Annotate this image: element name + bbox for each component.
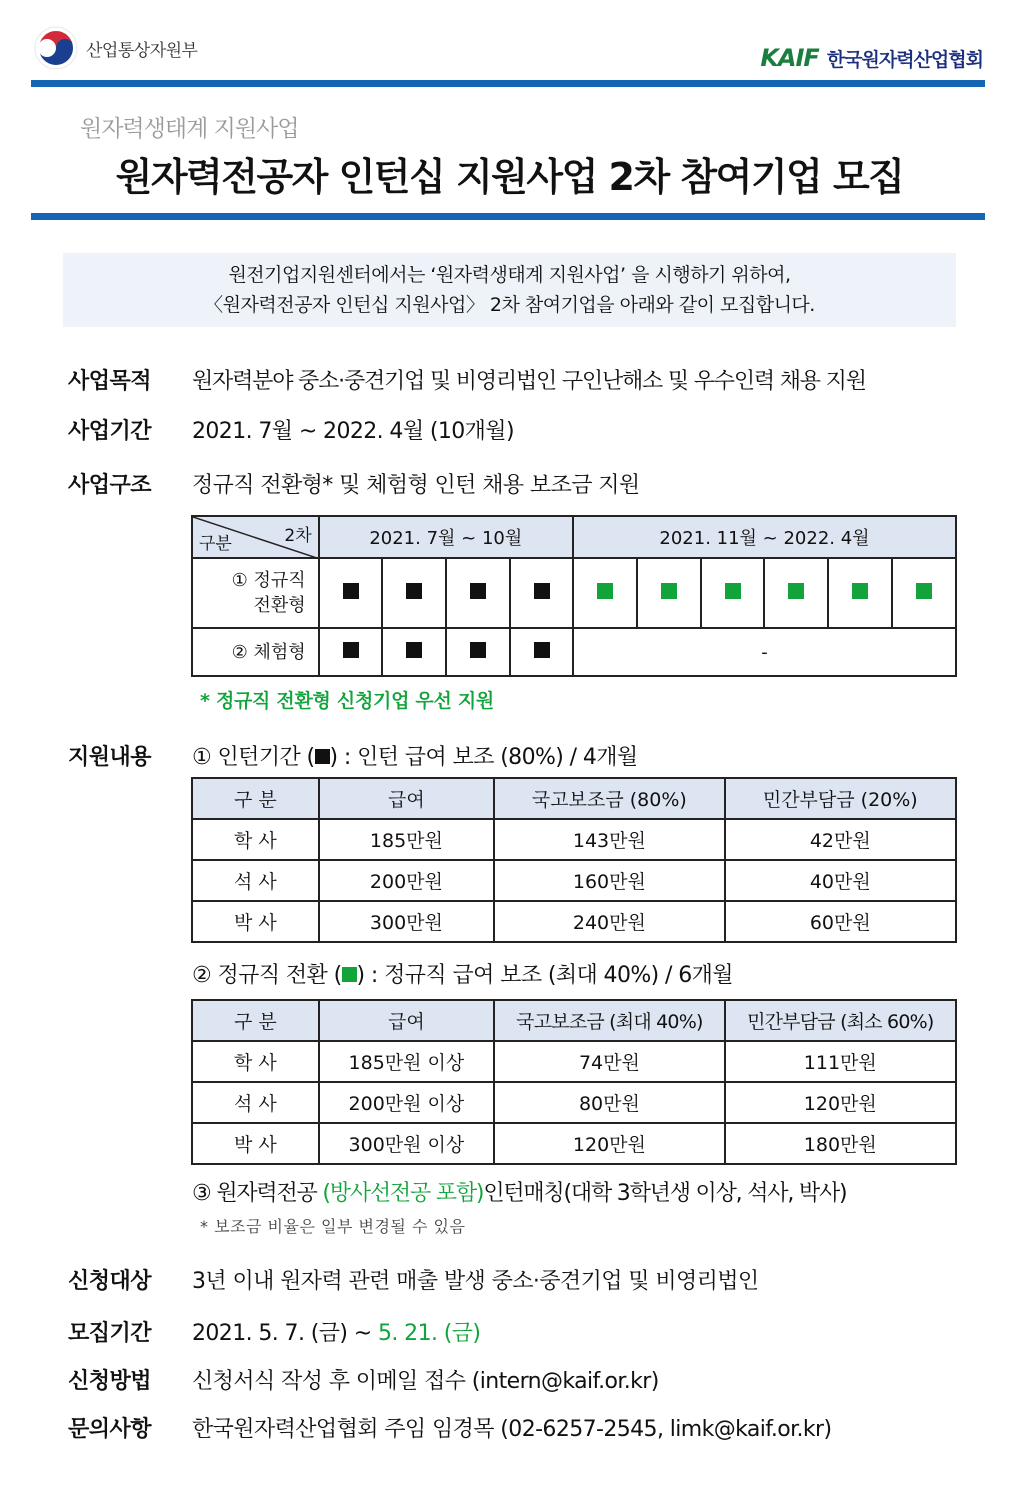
month-cell bbox=[573, 558, 637, 628]
table-row bbox=[192, 1041, 956, 1082]
green-square-icon bbox=[788, 583, 804, 599]
col-header: 급여 bbox=[319, 1000, 495, 1041]
green-square-icon bbox=[725, 583, 741, 599]
month-cell bbox=[701, 558, 765, 628]
table-cell: 240만원 bbox=[494, 901, 724, 942]
recruit-label: 모집기간 bbox=[68, 1321, 152, 1346]
method-text: 신청서식 작성 후 이메일 접수 (intern@kaif.or.kr) bbox=[192, 1369, 659, 1394]
target-text: 3년 이내 원자력 관련 매출 발생 중소·중견기업 및 비영리법인 bbox=[192, 1269, 759, 1294]
period-text: 2021. 7월 ~ 2022. 4월 (10개월) bbox=[192, 419, 514, 444]
conversion-title-post: ) : 정규직 급여 보조 (최대 40%) / 6개월 bbox=[356, 963, 733, 988]
month-cell bbox=[510, 558, 573, 628]
col-header: 구 분 bbox=[192, 778, 319, 819]
table-cell: 60만원 bbox=[725, 901, 956, 942]
table-cell: 160만원 bbox=[494, 860, 724, 901]
title-divider bbox=[31, 213, 985, 220]
green-square-icon bbox=[342, 967, 357, 982]
table-cell: 185만원 이상 bbox=[319, 1041, 495, 1082]
corner-bottom-label: 구분 bbox=[199, 534, 232, 554]
experience-type-cell: ② 체험형 bbox=[192, 628, 319, 676]
month-cell bbox=[382, 628, 446, 676]
month-cell bbox=[319, 628, 383, 676]
matching-title-green: (방사선전공 포함) bbox=[322, 1181, 484, 1206]
green-square-icon bbox=[597, 583, 613, 599]
col-header: 구 분 bbox=[192, 1000, 319, 1041]
experience-rest-cell: - bbox=[573, 628, 956, 676]
table-cell: 40만원 bbox=[725, 860, 956, 901]
recruit-text bbox=[192, 1316, 480, 1347]
col-header: 급여 bbox=[319, 778, 495, 819]
month-cell bbox=[828, 558, 892, 628]
black-square-icon bbox=[534, 642, 550, 658]
table-row bbox=[192, 819, 956, 860]
support-label: 지원내용 bbox=[68, 745, 152, 770]
col-header: 민간부담금 (최소 60%) bbox=[725, 1000, 956, 1041]
green-square-icon bbox=[852, 583, 868, 599]
table-cell: 143만원 bbox=[494, 819, 724, 860]
intro-line-1: 원전기업지원센터에서는 ‘원자력생태계 지원사업’ 을 시행하기 위하여, bbox=[228, 264, 791, 286]
table-cell: 300만원 bbox=[319, 901, 495, 942]
structure-table bbox=[191, 515, 957, 677]
intro-box bbox=[63, 253, 956, 327]
conversion-type-cell bbox=[192, 558, 319, 628]
table-header-row bbox=[192, 778, 956, 819]
table-cell: 박 사 bbox=[192, 901, 319, 942]
green-square-icon bbox=[661, 583, 677, 599]
table-cell: 80만원 bbox=[494, 1082, 724, 1123]
kaif-logo: KAIF bbox=[760, 44, 819, 72]
black-square-icon bbox=[315, 749, 330, 764]
table-cell: 74만원 bbox=[494, 1041, 724, 1082]
table-cell: 180만원 bbox=[725, 1123, 956, 1164]
col-header: 민간부담금 (20%) bbox=[725, 778, 956, 819]
purpose-text: 원자력분야 중소·중견기업 및 비영리법인 구인난해소 및 우수인력 채용 지원 bbox=[192, 369, 866, 394]
conversion-pay-table bbox=[191, 999, 957, 1165]
intro-line-2: 〈원자력전공자 인턴십 지원사업〉 2차 참여기업을 아래와 같이 모집합니다. bbox=[204, 294, 815, 316]
ministry-name: 산업통상자원부 bbox=[86, 40, 198, 61]
intern-period-title bbox=[192, 740, 638, 771]
black-square-icon bbox=[343, 583, 359, 599]
recruit-end: 5. 21. (금) bbox=[377, 1321, 481, 1346]
conversion-type-line-1: ① 정규직 bbox=[231, 570, 306, 591]
corner-cell bbox=[192, 516, 319, 558]
contact-label: 문의사항 bbox=[68, 1417, 152, 1442]
conversion-title-pre: ② 정규직 전환 ( bbox=[192, 963, 342, 988]
header bbox=[0, 0, 1019, 90]
matching-title-post: 인턴매칭(대학 3학년생 이상, 석사, 박사) bbox=[483, 1181, 847, 1206]
table-cell: 300만원 이상 bbox=[319, 1123, 495, 1164]
page-subtitle: 원자력생태계 지원사업 bbox=[80, 116, 299, 142]
green-square-icon bbox=[916, 583, 932, 599]
taegeuk-emblem-icon bbox=[34, 26, 78, 70]
month-cell bbox=[319, 558, 383, 628]
table-cell: 120만원 bbox=[494, 1123, 724, 1164]
period1-header: 2021. 7월 ~ 10월 bbox=[319, 516, 573, 558]
intern-period-title-post: ) : 인턴 급여 보조 (80%) / 4개월 bbox=[329, 745, 638, 770]
month-cell bbox=[764, 558, 828, 628]
black-square-icon bbox=[406, 583, 422, 599]
target-label: 신청대상 bbox=[68, 1269, 152, 1294]
black-square-icon bbox=[534, 583, 550, 599]
table-cell: 200만원 이상 bbox=[319, 1082, 495, 1123]
table-cell: 200만원 bbox=[319, 860, 495, 901]
structure-text: 정규직 전환형* 및 체험형 인턴 채용 보조금 지원 bbox=[192, 473, 640, 498]
method-label: 신청방법 bbox=[68, 1369, 152, 1394]
month-cell bbox=[446, 628, 510, 676]
purpose-label: 사업목적 bbox=[68, 369, 152, 394]
ratio-note: * 보조금 비율은 일부 변경될 수 있음 bbox=[200, 1217, 466, 1236]
table-cell: 학 사 bbox=[192, 819, 319, 860]
black-square-icon bbox=[470, 642, 486, 658]
structure-label: 사업구조 bbox=[68, 473, 152, 498]
table-cell: 박 사 bbox=[192, 1123, 319, 1164]
page-title: 원자력전공자 인턴십 지원사업 2차 참여기업 모집 bbox=[115, 155, 904, 199]
intern-pay-table bbox=[191, 777, 957, 943]
conversion-type-line-2: 전환형 bbox=[253, 595, 306, 616]
month-cell bbox=[382, 558, 446, 628]
col-header: 국고보조금 (최대 40%) bbox=[494, 1000, 724, 1041]
contact-text: 한국원자력산업협회 주임 임경목 (02-6257-2545, limk@kaif.or.kr) bbox=[192, 1417, 832, 1442]
period-label: 사업기간 bbox=[68, 419, 152, 444]
month-cell bbox=[637, 558, 701, 628]
month-cell bbox=[446, 558, 510, 628]
black-square-icon bbox=[470, 583, 486, 599]
period2-header: 2021. 11월 ~ 2022. 4월 bbox=[573, 516, 956, 558]
table-cell: 120만원 bbox=[725, 1082, 956, 1123]
table-cell: 185만원 bbox=[319, 819, 495, 860]
corner-top-label: 2차 bbox=[284, 526, 312, 546]
table-cell: 석 사 bbox=[192, 860, 319, 901]
kaif-name: 한국원자력산업협회 bbox=[826, 49, 983, 71]
black-square-icon bbox=[343, 642, 359, 658]
table-cell: 석 사 bbox=[192, 1082, 319, 1123]
kaif-brand bbox=[760, 44, 983, 72]
priority-note: * 정규직 전환형 신청기업 우선 지원 bbox=[200, 690, 494, 712]
intern-period-title-pre: ① 인턴기간 ( bbox=[192, 745, 315, 770]
table-cell: 42만원 bbox=[725, 819, 956, 860]
table-cell: 학 사 bbox=[192, 1041, 319, 1082]
table-row bbox=[192, 860, 956, 901]
month-cell bbox=[510, 628, 573, 676]
col-header: 국고보조금 (80%) bbox=[494, 778, 724, 819]
ministry-brand bbox=[34, 26, 197, 70]
table-header-row bbox=[192, 1000, 956, 1041]
conversion-title bbox=[192, 958, 733, 989]
table-row bbox=[192, 1082, 956, 1123]
month-cell bbox=[892, 558, 956, 628]
top-divider bbox=[31, 80, 985, 87]
table-row bbox=[192, 1123, 956, 1164]
recruit-start: 2021. 5. 7. (금) ~ bbox=[192, 1321, 378, 1346]
table-row bbox=[192, 901, 956, 942]
table-cell: 111만원 bbox=[725, 1041, 956, 1082]
black-square-icon bbox=[406, 642, 422, 658]
matching-title-pre: ③ 원자력전공 bbox=[192, 1181, 323, 1206]
matching-title bbox=[192, 1176, 846, 1207]
